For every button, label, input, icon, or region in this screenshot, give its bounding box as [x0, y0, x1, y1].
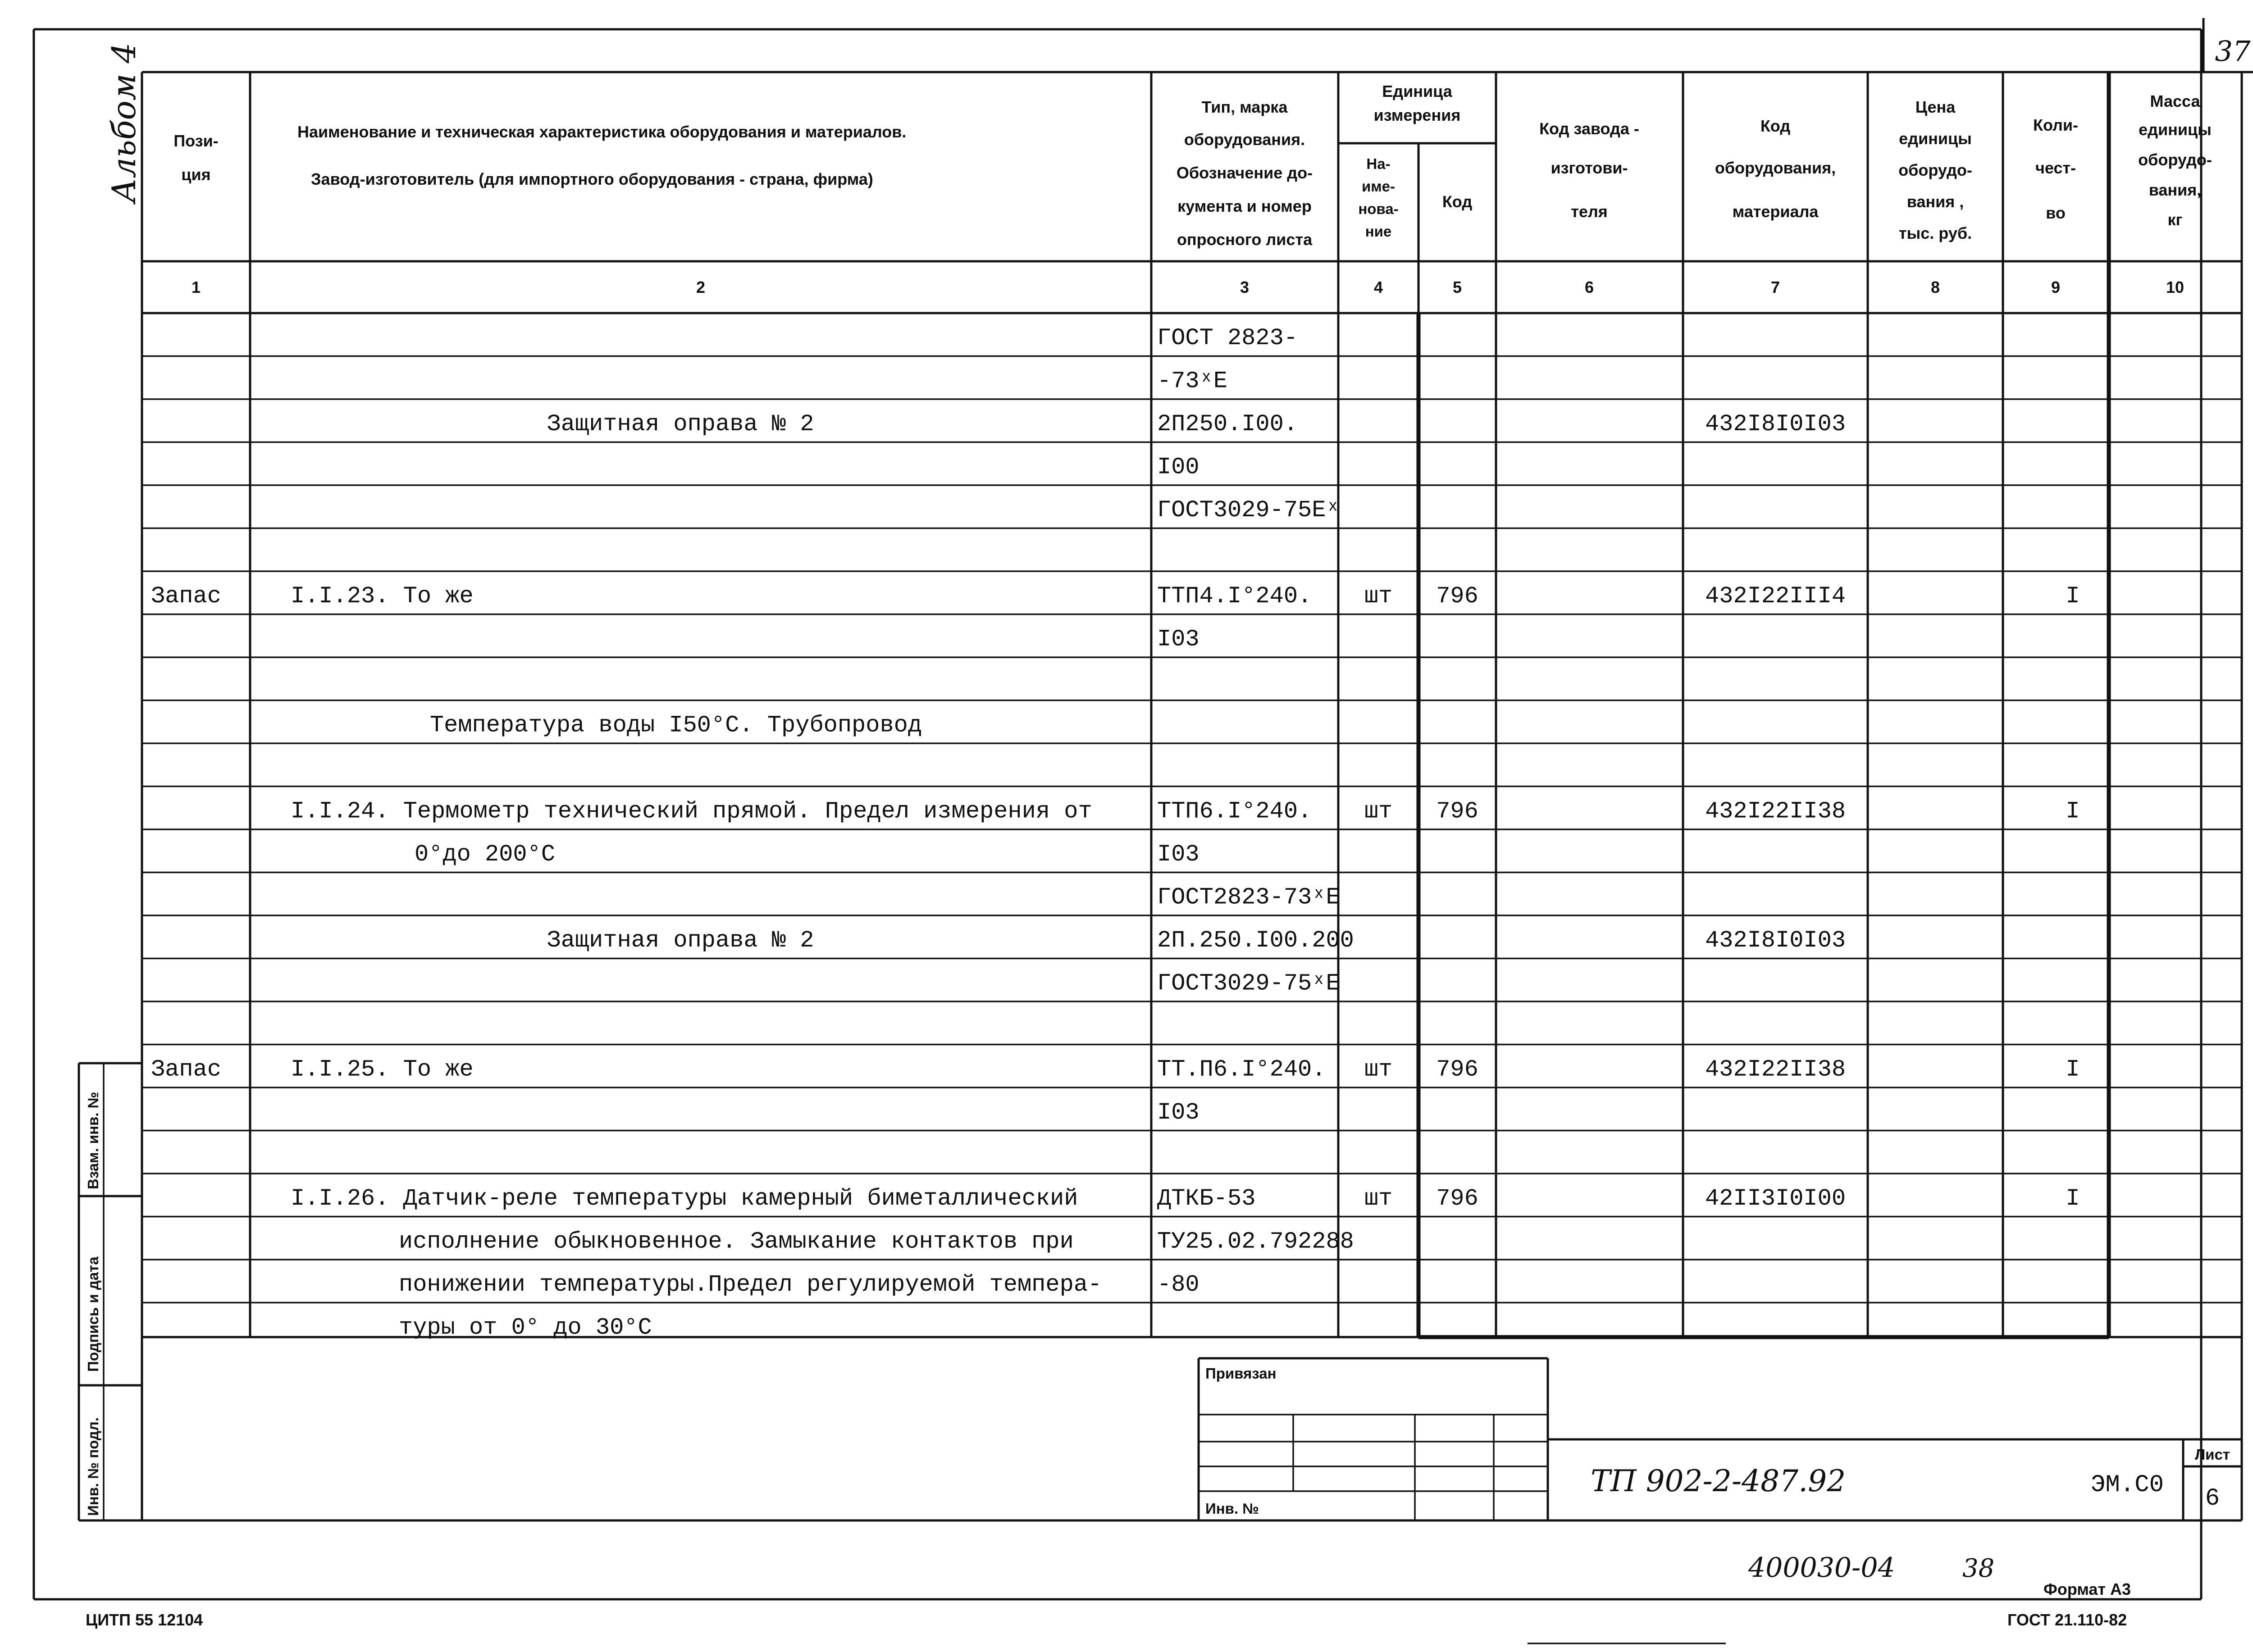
standard-label: ГОСТ 21.110-82 — [2007, 1611, 2127, 1629]
table-row — [1157, 325, 1298, 351]
hdr-col10-line2: единицы — [2139, 120, 2212, 139]
cell-col5: 796 — [1436, 1056, 1478, 1083]
cell-col5: 796 — [1436, 798, 1478, 825]
hdr-col4-line3: нова- — [1358, 200, 1399, 217]
cell-col7: 432I22II38 — [1705, 798, 1846, 825]
cell-col3: I03 — [1157, 626, 1199, 653]
table-header — [173, 82, 2212, 249]
cell-col4: шт — [1364, 583, 1393, 610]
stamp-podpis-label: Подпись и дата — [85, 1256, 101, 1372]
hdr-col6-line2: изготови- — [1551, 159, 1628, 177]
cell-col3: -80 — [1157, 1271, 1199, 1298]
cell-col3: I00 — [1157, 454, 1199, 481]
cell-col4: шт — [1364, 798, 1393, 825]
hdr-col8-line1: Цена — [1915, 98, 1956, 116]
format-label: Формат А3 — [2043, 1580, 2131, 1598]
hdr-col3-line4: кумента и номер — [1177, 197, 1312, 215]
table-row — [151, 1056, 2080, 1083]
cell-col3: ГОСТ 2823- — [1157, 324, 1298, 351]
table-row — [151, 583, 2080, 610]
table-row — [1157, 1099, 1199, 1126]
cell-col9: I — [2066, 583, 2080, 610]
hdr-units-line2: измерения — [1373, 106, 1461, 124]
hdr-col10-line1: Масса — [2150, 92, 2200, 110]
hdr-col7-line3: материала — [1732, 202, 1819, 221]
cell-col7: 42II3I0I00 — [1705, 1185, 1846, 1212]
cell-col3: ДТКБ-53 — [1157, 1185, 1256, 1212]
album-label: Альбом 4 — [105, 42, 143, 203]
colnum-10: 10 — [2166, 278, 2185, 296]
table-row — [1157, 368, 1227, 394]
table-row — [1157, 497, 1340, 523]
hdr-col6-line1: Код завода - — [1539, 119, 1639, 138]
cell-col3: ТТП4.I°240. — [1157, 583, 1312, 610]
hdr-col3-line5: опросного листа — [1177, 230, 1313, 249]
privyazan-label: Привязан — [1205, 1365, 1277, 1382]
table-row — [399, 1314, 652, 1341]
cell-col4: шт — [1364, 1185, 1393, 1212]
hdr-col8-line2: единицы — [1899, 129, 1972, 148]
sheet-number-top: 37 — [2215, 35, 2251, 68]
stamp-vzam-label: Взам. инв. № — [85, 1092, 101, 1189]
stamp-inv-podl-label: Инв. № подл. — [85, 1417, 101, 1516]
archive-number: 400030-04 — [1748, 1552, 1895, 1584]
doc-mark: ЭМ.С0 — [2091, 1471, 2164, 1499]
side-stamp — [79, 1063, 142, 1520]
hdr-col1-line1: Пози- — [173, 132, 219, 150]
cell-col7: 432I8I0I03 — [1705, 410, 1846, 437]
cell-col3: I03 — [1157, 841, 1199, 868]
table-row — [547, 411, 1846, 437]
cell-col3: I03 — [1157, 1099, 1199, 1126]
cell-col1: Запас — [151, 1056, 222, 1083]
table-row — [1157, 970, 1340, 997]
cell-col2: Температура воды I50°С. Трубопровод — [429, 712, 922, 739]
hdr-col3-line3: Обозначение до- — [1176, 164, 1313, 182]
colnum-1: 1 — [191, 278, 201, 296]
cell-col3: 2П250.I00. — [1157, 410, 1298, 437]
cell-col2: I.I.24. Термометр технический прямой. Предел измерения от — [291, 798, 1092, 825]
cell-col2: I.I.23. То же — [291, 583, 474, 610]
cell-col3: ГОСТ2823-73ˣЕ — [1157, 884, 1340, 911]
hdr-col3-line2: оборудования. — [1184, 130, 1305, 149]
cell-col3: ГОСТ3029-75Еˣ — [1157, 496, 1340, 523]
table-row — [1157, 626, 1199, 652]
hdr-col2-line1: Наименование и техническая характеристика оборудования и материалов. — [297, 123, 907, 141]
cell-col3: 2П.250.I00.200 — [1157, 927, 1354, 954]
cell-col2: Защитная оправа № 2 — [547, 410, 814, 437]
hdr-col7-line1: Код — [1760, 117, 1791, 135]
cell-col2: 0°до 200°С — [415, 841, 556, 868]
hdr-col7-line2: оборудования, — [1715, 159, 1836, 177]
sheet-label: Лист — [2195, 1446, 2230, 1463]
table-row — [1157, 454, 1199, 480]
colnum-2: 2 — [696, 278, 706, 296]
archive-sheet: 38 — [1962, 1554, 1995, 1583]
cell-col3: ТТ.П6.I°240. — [1157, 1056, 1326, 1083]
colnum-4: 4 — [1373, 278, 1383, 296]
cell-col7: 432I8I0I03 — [1705, 927, 1846, 954]
cell-col5: 796 — [1436, 583, 1478, 610]
table-body — [151, 325, 2080, 1341]
cell-col4: шт — [1364, 1056, 1393, 1083]
title-block — [1199, 1358, 2242, 1520]
hdr-col8-line5: тыс. руб. — [1898, 224, 1972, 242]
hdr-col4-line4: ние — [1365, 223, 1392, 240]
cell-col3: ГОСТ3029-75ˣЕ — [1157, 970, 1340, 997]
table-row — [291, 798, 2080, 824]
cell-col3: -73ˣЕ — [1157, 368, 1228, 395]
hdr-col10-line5: кг — [2167, 210, 2183, 229]
hdr-col1-line2: ция — [181, 165, 211, 184]
cell-col2: Защитная оправа № 2 — [547, 927, 814, 954]
cell-col3: ТТП6.I°240. — [1157, 798, 1312, 825]
cell-col2: I.I.25. То же — [291, 1056, 474, 1083]
hdr-col8-line4: вания , — [1906, 192, 1964, 211]
colnum-8: 8 — [1930, 278, 1940, 296]
hdr-units-line1: Единица — [1382, 82, 1452, 100]
cell-col9: I — [2066, 1185, 2080, 1212]
cell-col1: Запас — [151, 583, 222, 610]
cell-col7: 432I22III4 — [1705, 583, 1846, 610]
hdr-col3-line1: Тип, марка — [1201, 98, 1288, 116]
inv-no-label: Инв. № — [1205, 1500, 1259, 1517]
hdr-col4-line2: име- — [1361, 178, 1396, 195]
table-row — [547, 927, 1846, 954]
table-row — [291, 1185, 2080, 1212]
cell-col9: I — [2066, 798, 2080, 825]
table-row — [399, 1228, 1354, 1255]
table-row — [399, 1271, 1199, 1298]
hdr-col4-line1: На- — [1366, 155, 1391, 172]
doc-code: ТП 902-2-487.92 — [1591, 1464, 1846, 1498]
column-numbers — [192, 278, 2184, 296]
hdr-col10-line3: оборудо- — [2138, 150, 2212, 169]
hdr-col9-line1: Коли- — [2033, 116, 2079, 134]
hdr-col9-line2: чест- — [2035, 159, 2076, 177]
hdr-col2-line2: Завод-изготовитель (для импортного оборудования - страна, фирма) — [311, 170, 873, 188]
hdr-col6-line3: теля — [1571, 202, 1608, 221]
table-row — [430, 712, 922, 738]
cell-col2: исполнение обыкновенное. Замыкание контактов при — [399, 1228, 1074, 1255]
hdr-col8-line3: оборудо- — [1898, 161, 1972, 179]
cell-col2: туры от 0° до 30°С — [399, 1314, 652, 1341]
bottom-left-code: ЦИТП 55 12104 — [86, 1611, 203, 1629]
colnum-6: 6 — [1584, 278, 1594, 296]
hdr-col10-line4: вания, — [2148, 181, 2202, 199]
colnum-5: 5 — [1452, 278, 1462, 296]
cell-col9: I — [2066, 1056, 2080, 1083]
cell-col5: 796 — [1436, 1185, 1478, 1212]
sheet-value: 6 — [2205, 1485, 2220, 1512]
cell-col3: ТУ25.02.792288 — [1157, 1228, 1354, 1255]
hdr-col5: Код — [1442, 192, 1473, 211]
colnum-3: 3 — [1240, 278, 1250, 296]
cell-col7: 432I22II38 — [1705, 1056, 1846, 1083]
colnum-7: 7 — [1770, 278, 1780, 296]
hdr-col9-line3: во — [2046, 204, 2066, 222]
cell-col2: понижении температуры.Предел регулируемой темпера- — [399, 1271, 1102, 1298]
table-row — [1157, 884, 1340, 910]
colnum-9: 9 — [2051, 278, 2061, 296]
table-row — [415, 841, 1199, 868]
cell-col2: I.I.26. Датчик-реле температуры камерный биметаллический — [291, 1185, 1078, 1212]
